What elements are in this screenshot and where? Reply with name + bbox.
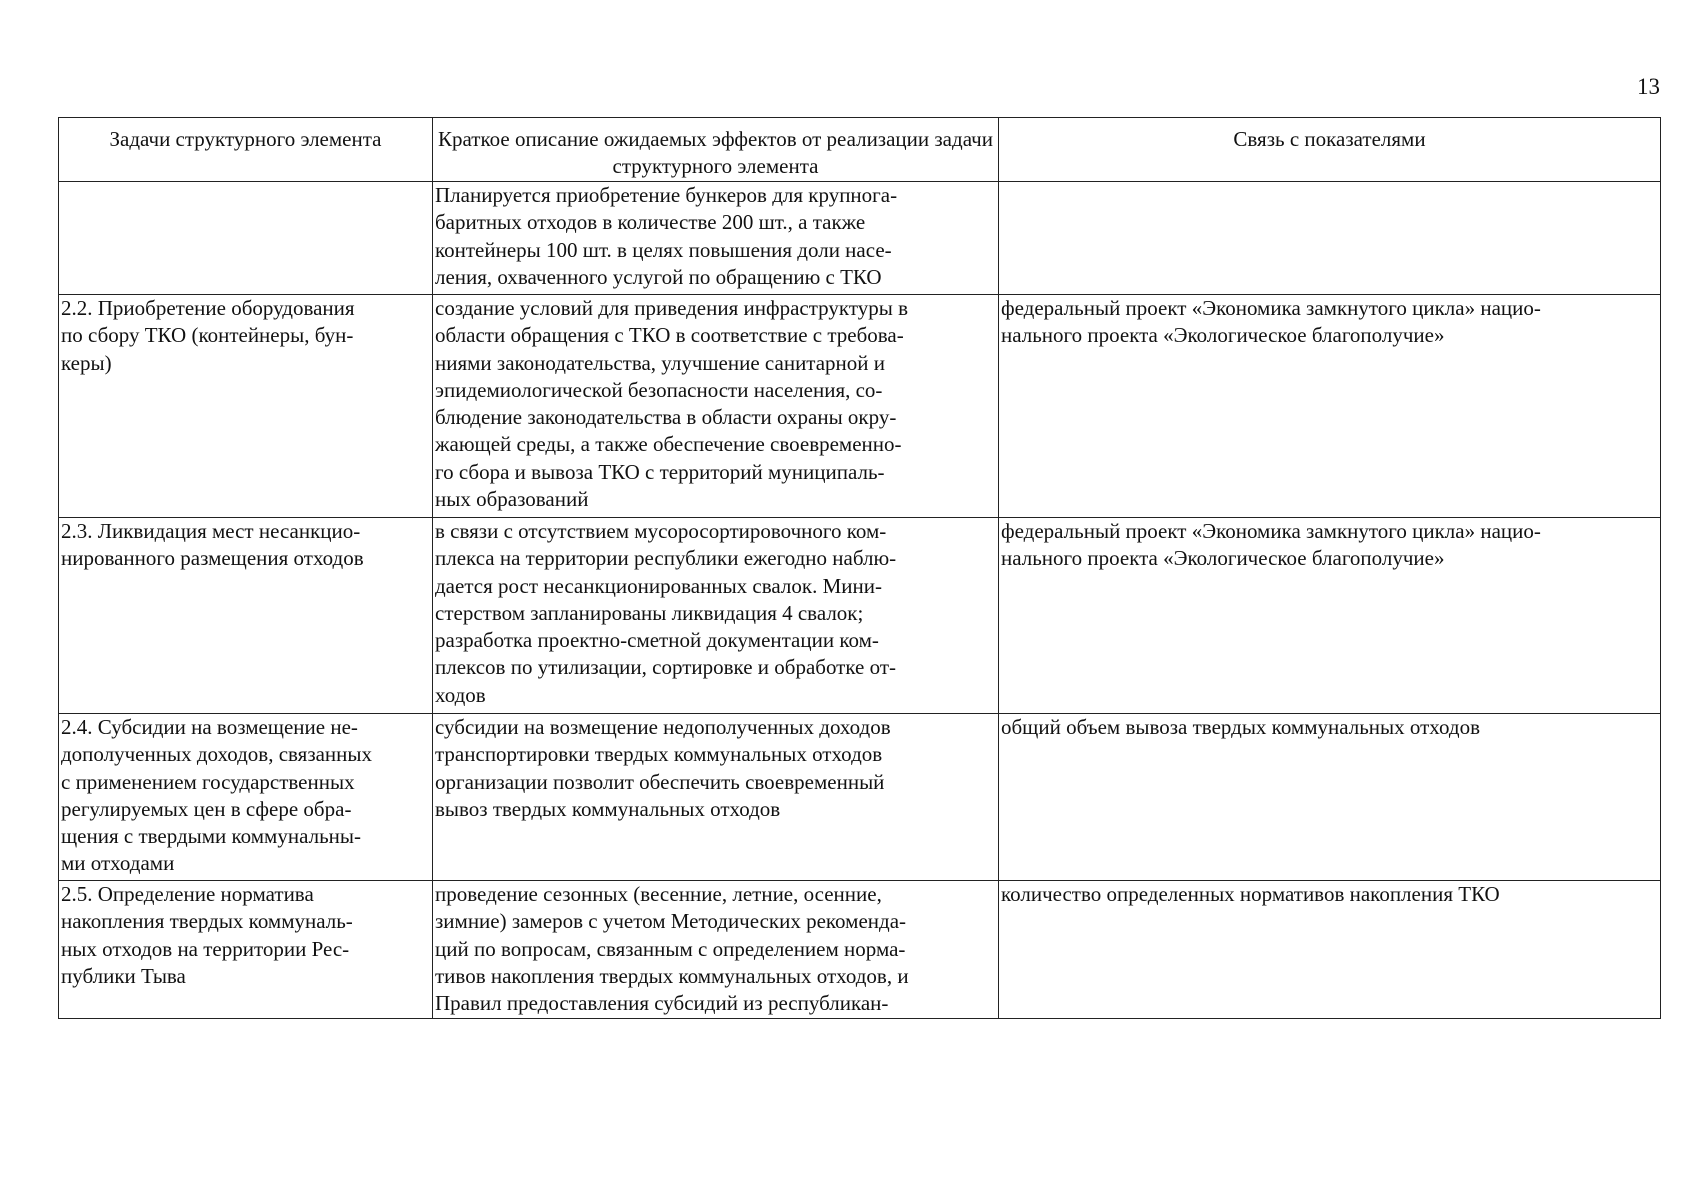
task-cell: [59, 182, 433, 295]
task-cell: [59, 881, 433, 1019]
cell-text-line: жающей среды, а также обеспечение своевременно-: [435, 432, 902, 457]
indicator-cell: [999, 714, 1661, 881]
cell-text-line: ных отходов на территории Рес-: [61, 936, 350, 961]
cell-text-line: транспортировки твердых коммунальных отходов: [435, 742, 883, 767]
cell-text-line: эпидемиологической безопасности населения, со-: [435, 377, 883, 402]
header-tasks: Задачи структурного элемента: [59, 118, 433, 182]
page-number: 13: [1637, 74, 1660, 99]
cell-text-line: ций по вопросам, связанным с определением норма-: [435, 936, 906, 961]
cell-text-line: накопления твердых коммуналь-: [61, 909, 353, 934]
cell-text-line: 2.3. Ликвидация мест несанкцио-: [61, 519, 361, 543]
cell-text-line: проведение сезонных (весенние, летние, осенние,: [435, 882, 882, 906]
cell-text-line: нального проекта «Экологическое благополучие»: [1001, 323, 1445, 348]
cell-text-line: ниями законодательства, улучшение санитарной и: [435, 350, 886, 375]
cell-text-line: субсидии на возмещение недополученных доходов: [435, 715, 891, 739]
indicator-cell: [999, 518, 1661, 714]
cell-text-line: Планируется приобретение бункеров для крупнога-: [435, 183, 898, 207]
indicator-cell: [999, 295, 1661, 518]
task-cell: [59, 714, 433, 881]
effect-cell: [433, 182, 999, 295]
cell-text-line: вывоз твердых коммунальных отходов: [435, 796, 781, 821]
table-row: [59, 881, 1661, 1019]
cell-text-line: общий объем вывоза твердых коммунальных отходов: [1001, 715, 1480, 739]
cell-text-line: керы): [61, 350, 112, 375]
cell-text-line: баритных отходов в количестве 200 шт., а также: [435, 210, 866, 235]
cell-text-line: ления, охваченного услугой по обращению с ТКО: [435, 264, 882, 289]
cell-text-line: блюдение законодательства в области охраны окру-: [435, 405, 897, 430]
cell-text-line: го сбора и вывоза ТКО с территорий муниципаль-: [435, 459, 885, 484]
cell-text-line: нированного размещения отходов: [61, 546, 364, 571]
table-row: [59, 295, 1661, 518]
cell-text-line: создание условий для приведения инфраструктуры в: [435, 296, 908, 320]
cell-text-line: федеральный проект «Экономика замкнутого цикла» нацио-: [1001, 519, 1541, 543]
table-row: [59, 518, 1661, 714]
cell-text-line: федеральный проект «Экономика замкнутого цикла» нацио-: [1001, 296, 1541, 320]
header-effects: Краткое описание ожидаемых эффектов от реализации задачи структурного элемента: [433, 118, 999, 182]
cell-text-line: разработка проектно-сметной документации ком-: [435, 628, 879, 653]
header-indicators: Связь с показателями: [999, 118, 1661, 182]
cell-text-line: публики Тыва: [61, 963, 186, 988]
table-header-row: [59, 118, 1661, 182]
cell-text-line: 2.4. Субсидии на возмещение не-: [61, 715, 358, 739]
cell-text-line: тивов накопления твердых коммунальных отходов, и: [435, 963, 909, 988]
effect-cell: [433, 881, 999, 1019]
cell-text-line: количество определенных нормативов накопления ТКО: [1001, 882, 1500, 906]
table-row: [59, 714, 1661, 881]
cell-text-line: плекса на территории республики ежегодно наблю-: [435, 546, 897, 571]
indicator-cell: [999, 881, 1661, 1019]
cell-text-line: контейнеры 100 шт. в целях повышения доли насе-: [435, 237, 892, 262]
cell-text-line: с применением государственных: [61, 769, 355, 794]
structural-element-table: [58, 117, 1661, 1019]
cell-text-line: в связи с отсутствием мусоросортировочного ком-: [435, 519, 887, 543]
cell-text-line: щения с твердыми коммунальны-: [61, 824, 361, 849]
cell-text-line: ми отходами: [61, 851, 175, 876]
cell-text-line: Правил предоставления субсидий из республикан-: [435, 991, 889, 1016]
cell-text-line: ходов: [435, 682, 486, 707]
effect-cell: [433, 518, 999, 714]
task-cell: [59, 295, 433, 518]
effect-cell: [433, 295, 999, 518]
cell-text-line: зимние) замеров с учетом Методических рекоменда-: [435, 909, 907, 934]
cell-text-line: 2.2. Приобретение оборудования: [61, 296, 355, 320]
cell-text-line: по сбору ТКО (контейнеры, бун-: [61, 323, 354, 348]
cell-text-line: регулируемых цен в сфере обра-: [61, 796, 352, 821]
cell-text-line: области обращения с ТКО в соответствие с требова-: [435, 323, 904, 348]
cell-text-line: 2.5. Определение норматива: [61, 882, 314, 906]
cell-text-line: нального проекта «Экологическое благополучие»: [1001, 546, 1445, 571]
effect-cell: [433, 714, 999, 881]
table-row: [59, 182, 1661, 295]
task-cell: [59, 518, 433, 714]
cell-text-line: организации позволит обеспечить своевременный: [435, 769, 885, 794]
cell-text-line: дополученных доходов, связанных: [61, 742, 373, 767]
cell-text-line: дается рост несанкционированных свалок. Мини-: [435, 573, 882, 598]
cell-text-line: плексов по утилизации, сортировке и обработке от-: [435, 655, 897, 680]
cell-text-line: стерством запланированы ликвидация 4 свалок;: [435, 600, 864, 625]
cell-text-line: ных образований: [435, 487, 589, 512]
indicator-cell: [999, 182, 1661, 295]
